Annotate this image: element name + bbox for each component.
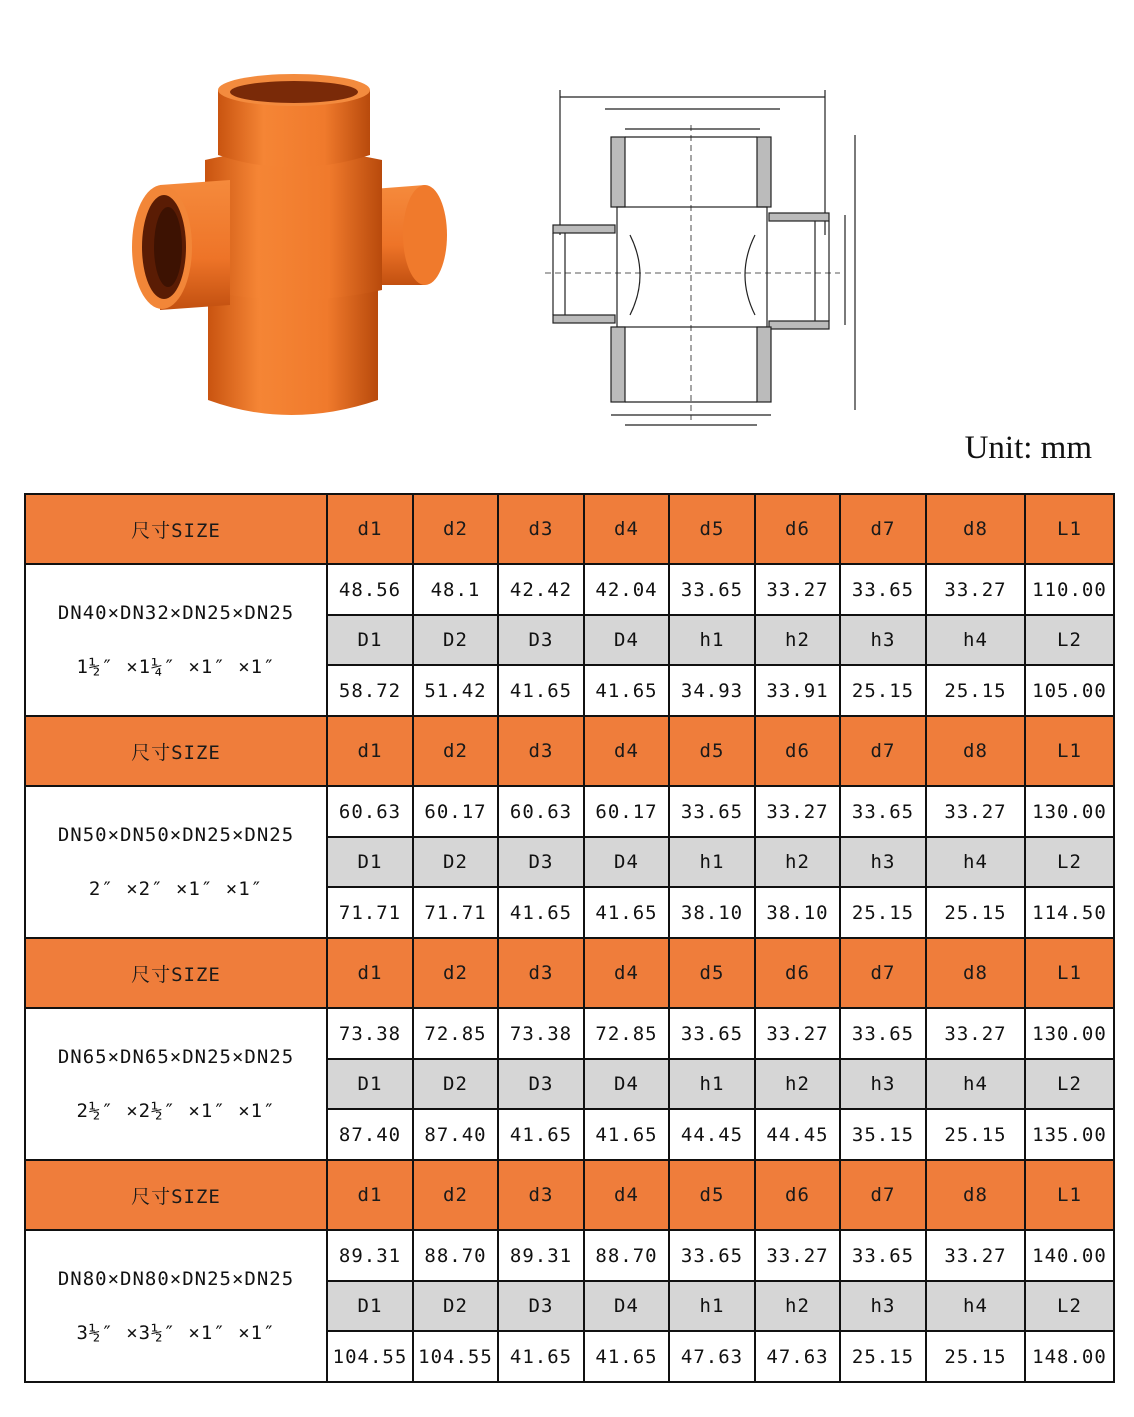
label-cell: h2 bbox=[755, 615, 840, 665]
header-cell: d7 bbox=[840, 938, 926, 1008]
value-cell: 73.38 bbox=[498, 1008, 584, 1059]
label-cell: L2 bbox=[1025, 1281, 1114, 1331]
value-cell: 48.1 bbox=[413, 564, 498, 615]
header-cell: d6 bbox=[755, 494, 840, 564]
size-cell bbox=[25, 564, 327, 716]
label-cell: h4 bbox=[926, 1059, 1025, 1109]
size-inch: 3½″ ×3½″ ×1″ ×1″ bbox=[76, 1322, 276, 1344]
header-cell: d1 bbox=[327, 716, 413, 786]
header-cell: d3 bbox=[498, 716, 584, 786]
header-cell: d2 bbox=[413, 494, 498, 564]
header-cell: d6 bbox=[755, 1160, 840, 1230]
label-cell: L2 bbox=[1025, 615, 1114, 665]
value-cell: 41.65 bbox=[498, 1331, 584, 1382]
value-cell: 110.00 bbox=[1025, 564, 1114, 615]
unit-label: Unit: mm bbox=[964, 430, 1092, 466]
header-cell: d8 bbox=[926, 716, 1025, 786]
value-cell: 88.70 bbox=[413, 1230, 498, 1281]
size-header-cell: 尺寸SIZE bbox=[25, 494, 327, 564]
size-dn: DN65×DN65×DN25×DN25 bbox=[57, 1046, 295, 1068]
value-cell: 60.17 bbox=[413, 786, 498, 837]
header-cell: d8 bbox=[926, 938, 1025, 1008]
size-dn: DN80×DN80×DN25×DN25 bbox=[57, 1268, 295, 1290]
dimension-table bbox=[24, 493, 1115, 1383]
value-cell: 41.65 bbox=[498, 665, 584, 716]
value-cell: 25.15 bbox=[926, 1331, 1025, 1382]
value-cell: 33.65 bbox=[840, 1230, 926, 1281]
label-cell: L2 bbox=[1025, 1059, 1114, 1109]
label-cell: D2 bbox=[413, 1281, 498, 1331]
value-cell: 35.15 bbox=[840, 1109, 926, 1160]
header-cell: d5 bbox=[669, 494, 755, 564]
value-cell: 33.65 bbox=[840, 564, 926, 615]
value-cell: 42.42 bbox=[498, 564, 584, 615]
label-cell: D2 bbox=[413, 1059, 498, 1109]
product-photo bbox=[120, 70, 465, 430]
value-cell: 41.65 bbox=[498, 887, 584, 938]
value-cell: 33.65 bbox=[840, 1008, 926, 1059]
value-cell: 38.10 bbox=[755, 887, 840, 938]
label-cell: h2 bbox=[755, 1281, 840, 1331]
header-cell: d3 bbox=[498, 494, 584, 564]
value-cell: 41.65 bbox=[584, 887, 669, 938]
size-dn: DN40×DN32×DN25×DN25 bbox=[57, 602, 295, 624]
label-cell: h1 bbox=[669, 615, 755, 665]
value-cell: 47.63 bbox=[755, 1331, 840, 1382]
header-row bbox=[25, 1160, 1114, 1230]
value-cell: 33.27 bbox=[755, 1230, 840, 1281]
value-cell: 71.71 bbox=[413, 887, 498, 938]
table-row bbox=[25, 786, 1114, 837]
label-cell: h3 bbox=[840, 615, 926, 665]
value-cell: 41.65 bbox=[584, 1109, 669, 1160]
value-cell: 104.55 bbox=[327, 1331, 413, 1382]
label-cell: h3 bbox=[840, 837, 926, 887]
value-cell: 60.17 bbox=[584, 786, 669, 837]
value-cell: 58.72 bbox=[327, 665, 413, 716]
header-cell: d7 bbox=[840, 1160, 926, 1230]
header-cell: d3 bbox=[498, 1160, 584, 1230]
header-cell: d1 bbox=[327, 938, 413, 1008]
value-cell: 33.65 bbox=[669, 1008, 755, 1059]
size-inch: 1½″ ×1¼″ ×1″ ×1″ bbox=[76, 656, 276, 678]
label-cell: D1 bbox=[327, 1059, 413, 1109]
header-cell: d2 bbox=[413, 716, 498, 786]
value-cell: 41.65 bbox=[498, 1109, 584, 1160]
header-cell: d4 bbox=[584, 938, 669, 1008]
table-row bbox=[25, 564, 1114, 615]
value-cell: 140.00 bbox=[1025, 1230, 1114, 1281]
label-cell: D1 bbox=[327, 1281, 413, 1331]
size-dn: DN50×DN50×DN25×DN25 bbox=[57, 824, 295, 846]
value-cell: 25.15 bbox=[926, 1109, 1025, 1160]
label-cell: D3 bbox=[498, 1059, 584, 1109]
value-cell: 33.65 bbox=[669, 786, 755, 837]
value-cell: 33.27 bbox=[926, 786, 1025, 837]
header-cell: L1 bbox=[1025, 938, 1114, 1008]
value-cell: 44.45 bbox=[669, 1109, 755, 1160]
header-cell: d4 bbox=[584, 1160, 669, 1230]
size-cell bbox=[25, 1230, 327, 1382]
value-cell: 33.65 bbox=[669, 564, 755, 615]
size-cell bbox=[25, 786, 327, 938]
label-cell: h4 bbox=[926, 615, 1025, 665]
label-cell: D2 bbox=[413, 615, 498, 665]
value-cell: 71.71 bbox=[327, 887, 413, 938]
table-row bbox=[25, 1008, 1114, 1059]
value-cell: 51.42 bbox=[413, 665, 498, 716]
value-cell: 33.27 bbox=[755, 786, 840, 837]
header-cell: d5 bbox=[669, 938, 755, 1008]
technical-drawing bbox=[525, 85, 885, 435]
header-cell: d6 bbox=[755, 938, 840, 1008]
value-cell: 41.65 bbox=[584, 1331, 669, 1382]
label-cell: h2 bbox=[755, 837, 840, 887]
value-cell: 33.27 bbox=[755, 1008, 840, 1059]
value-cell: 60.63 bbox=[498, 786, 584, 837]
size-header-cell: 尺寸SIZE bbox=[25, 1160, 327, 1230]
value-cell: 104.55 bbox=[413, 1331, 498, 1382]
value-cell: 47.63 bbox=[669, 1331, 755, 1382]
size-inch: 2½″ ×2½″ ×1″ ×1″ bbox=[76, 1100, 276, 1122]
value-cell: 87.40 bbox=[413, 1109, 498, 1160]
header-cell: d5 bbox=[669, 1160, 755, 1230]
header-cell: d8 bbox=[926, 1160, 1025, 1230]
value-cell: 130.00 bbox=[1025, 786, 1114, 837]
table-row bbox=[25, 1230, 1114, 1281]
value-cell: 33.27 bbox=[926, 1230, 1025, 1281]
value-cell: 89.31 bbox=[327, 1230, 413, 1281]
header-cell: L1 bbox=[1025, 716, 1114, 786]
value-cell: 48.56 bbox=[327, 564, 413, 615]
label-cell: D4 bbox=[584, 1281, 669, 1331]
label-cell: h1 bbox=[669, 1281, 755, 1331]
header-cell: d1 bbox=[327, 494, 413, 564]
header-row bbox=[25, 938, 1114, 1008]
header-row bbox=[25, 716, 1114, 786]
header-cell: d2 bbox=[413, 938, 498, 1008]
value-cell: 25.15 bbox=[926, 665, 1025, 716]
header-cell: d5 bbox=[669, 716, 755, 786]
label-cell: D1 bbox=[327, 615, 413, 665]
label-cell: h2 bbox=[755, 1059, 840, 1109]
table-body bbox=[25, 494, 1114, 1382]
value-cell: 72.85 bbox=[584, 1008, 669, 1059]
value-cell: 25.15 bbox=[840, 1331, 926, 1382]
label-cell: D3 bbox=[498, 837, 584, 887]
label-cell: h1 bbox=[669, 837, 755, 887]
size-header-cell: 尺寸SIZE bbox=[25, 716, 327, 786]
header-cell: d7 bbox=[840, 716, 926, 786]
label-cell: h4 bbox=[926, 1281, 1025, 1331]
header-cell: d7 bbox=[840, 494, 926, 564]
value-cell: 38.10 bbox=[669, 887, 755, 938]
value-cell: 33.27 bbox=[926, 564, 1025, 615]
value-cell: 60.63 bbox=[327, 786, 413, 837]
value-cell: 34.93 bbox=[669, 665, 755, 716]
value-cell: 25.15 bbox=[926, 887, 1025, 938]
value-cell: 25.15 bbox=[840, 665, 926, 716]
header-cell: d1 bbox=[327, 1160, 413, 1230]
header-cell: L1 bbox=[1025, 1160, 1114, 1230]
value-cell: 114.50 bbox=[1025, 887, 1114, 938]
label-cell: D1 bbox=[327, 837, 413, 887]
value-cell: 89.31 bbox=[498, 1230, 584, 1281]
header-cell: d4 bbox=[584, 716, 669, 786]
size-header-cell: 尺寸SIZE bbox=[25, 938, 327, 1008]
value-cell: 148.00 bbox=[1025, 1331, 1114, 1382]
label-cell: h4 bbox=[926, 837, 1025, 887]
header-cell: d3 bbox=[498, 938, 584, 1008]
label-cell: D4 bbox=[584, 1059, 669, 1109]
label-cell: D4 bbox=[584, 615, 669, 665]
value-cell: 25.15 bbox=[840, 887, 926, 938]
size-cell bbox=[25, 1008, 327, 1160]
value-cell: 87.40 bbox=[327, 1109, 413, 1160]
value-cell: 41.65 bbox=[584, 665, 669, 716]
size-inch: 2″ ×2″ ×1″ ×1″ bbox=[88, 878, 264, 900]
header-cell: d8 bbox=[926, 494, 1025, 564]
value-cell: 73.38 bbox=[327, 1008, 413, 1059]
header-row bbox=[25, 494, 1114, 564]
header-cell: d2 bbox=[413, 1160, 498, 1230]
value-cell: 135.00 bbox=[1025, 1109, 1114, 1160]
value-cell: 42.04 bbox=[584, 564, 669, 615]
value-cell: 33.27 bbox=[755, 564, 840, 615]
value-cell: 33.91 bbox=[755, 665, 840, 716]
value-cell: 88.70 bbox=[584, 1230, 669, 1281]
header-cell: L1 bbox=[1025, 494, 1114, 564]
value-cell: 130.00 bbox=[1025, 1008, 1114, 1059]
value-cell: 33.65 bbox=[840, 786, 926, 837]
label-cell: h3 bbox=[840, 1059, 926, 1109]
value-cell: 105.00 bbox=[1025, 665, 1114, 716]
header-cell: d4 bbox=[584, 494, 669, 564]
label-cell: D3 bbox=[498, 615, 584, 665]
label-cell: h3 bbox=[840, 1281, 926, 1331]
label-cell: D3 bbox=[498, 1281, 584, 1331]
label-cell: D2 bbox=[413, 837, 498, 887]
value-cell: 44.45 bbox=[755, 1109, 840, 1160]
value-cell: 72.85 bbox=[413, 1008, 498, 1059]
label-cell: h1 bbox=[669, 1059, 755, 1109]
value-cell: 33.27 bbox=[926, 1008, 1025, 1059]
label-cell: L2 bbox=[1025, 837, 1114, 887]
header-cell: d6 bbox=[755, 716, 840, 786]
value-cell: 33.65 bbox=[669, 1230, 755, 1281]
label-cell: D4 bbox=[584, 837, 669, 887]
